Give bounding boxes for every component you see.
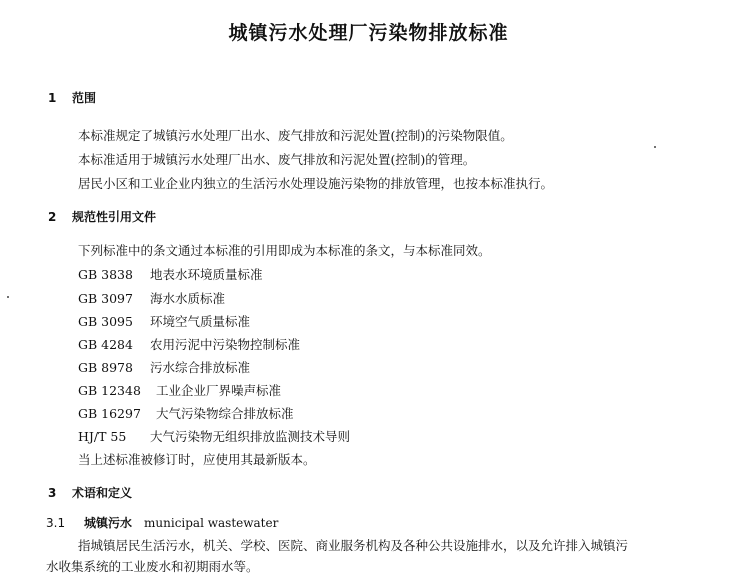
reference-item: [78, 358, 250, 376]
reference-item: [78, 404, 294, 422]
reference-item: [78, 265, 263, 283]
reference-code: GB 16297: [78, 406, 141, 421]
section-heading-references: [48, 208, 156, 225]
reference-name: 大气污染物无组织排放监测技术导则: [150, 429, 351, 444]
reference-name: 污水综合排放标准: [150, 360, 251, 375]
section-title: 规范性引用文件: [72, 210, 157, 224]
reference-name: 大气污染物综合排放标准: [156, 406, 294, 421]
reference-name: 工业企业厂界噪声标准: [156, 383, 282, 398]
reference-code: GB 4284: [78, 337, 133, 352]
scope-line-2: 本标准适用于城镇污水处理厂出水、废气排放和污泥处置(控制)的管理。: [78, 152, 476, 167]
references-note: 当上述标准被修订时，应使用其最新版本。: [78, 452, 316, 467]
section-heading-terms: [48, 484, 132, 501]
reference-code: GB 8978: [78, 360, 133, 375]
scan-speck: [7, 296, 9, 298]
scope-line-1: 本标准规定了城镇污水处理厂出水、废气排放和污泥处置(控制)的污染物限值。: [78, 128, 513, 143]
term-english: municipal wastewater: [144, 516, 279, 530]
reference-item: [78, 312, 250, 330]
reference-code: GB 3095: [78, 314, 133, 329]
references-intro: 下列标准中的条文通过本标准的引用即成为本标准的条文，与本标准同效。: [78, 243, 491, 258]
section-heading-scope: [48, 89, 96, 106]
reference-code: GB 3097: [78, 291, 133, 306]
scan-speck: [654, 146, 656, 148]
scope-line-3: 居民小区和工业企业内独立的生活污水处理设施污染物的排放管理，也按本标准执行。: [78, 176, 554, 191]
section-number: 1: [48, 91, 57, 105]
section-number: 3: [48, 486, 57, 500]
reference-name: 地表水环境质量标准: [150, 267, 263, 282]
reference-name: 环境空气质量标准: [150, 314, 251, 329]
reference-code: HJ/T 55: [78, 429, 127, 444]
term-number: 3.1: [46, 516, 66, 530]
term-heading: [46, 514, 278, 531]
section-title: 术语和定义: [72, 486, 133, 500]
term-definition-line-2: 水收集系统的工业废水和初期雨水等。: [46, 559, 259, 574]
section-number: 2: [48, 210, 57, 224]
reference-item: [78, 381, 281, 399]
term-definition-line-1: 指城镇居民生活污水，机关、学校、医院、商业服务机构及各种公共设施排水，以及允许排入城镇污: [78, 538, 629, 553]
term-chinese: 城镇污水: [84, 516, 133, 530]
reference-item: [78, 335, 300, 353]
reference-code: GB 3838: [78, 267, 133, 282]
document-title: 城镇污水处理厂污染物排放标准: [228, 22, 509, 44]
reference-item: [78, 427, 350, 445]
reference-code: GB 12348: [78, 383, 141, 398]
section-title: 范围: [72, 91, 97, 105]
reference-name: 海水水质标准: [150, 291, 226, 306]
reference-name: 农用污泥中污染物控制标准: [150, 337, 301, 352]
reference-item: [78, 289, 225, 307]
